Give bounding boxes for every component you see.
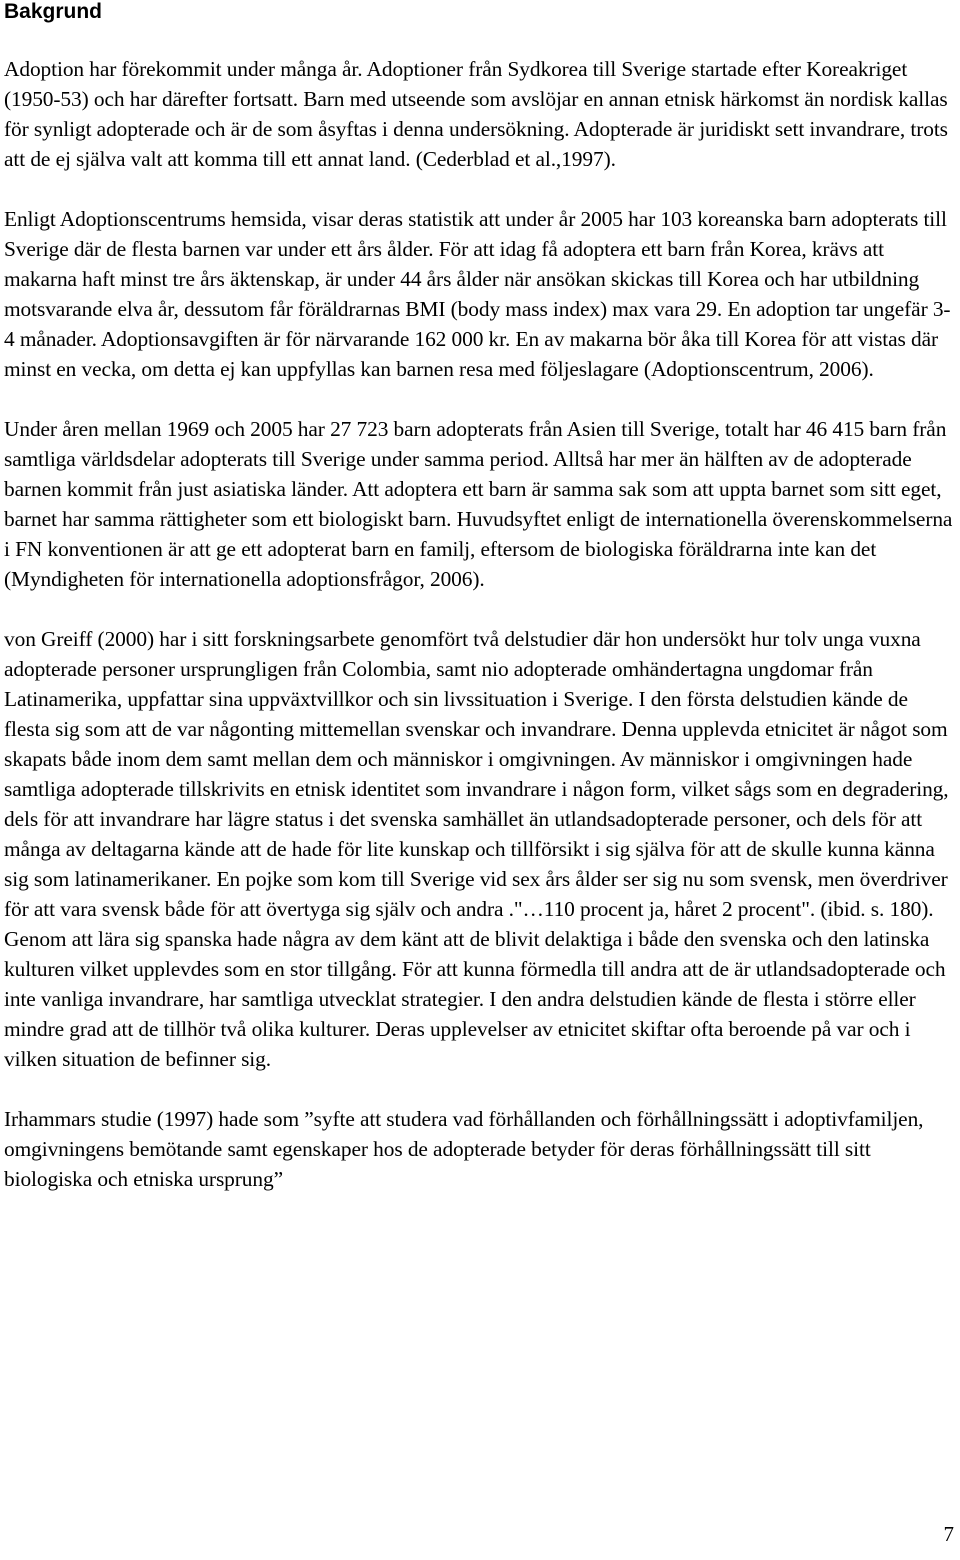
page-number: 7	[943, 1522, 954, 1546]
paragraph-adoption-history: Adoption har förekommit under många år. Adoptioner från Sydkorea till Sverige startade efter Koreakriget (1950-53) och har därefter fortsatt. Barn med utseende som avslöjar en annan etnisk härkomst än nordisk kallas för synligt adopterade och är de som åsyftas i denna undersökning. Adopterade är juridiskt sett invandrare, trots att de ej själva valt att komma till ett annat land. (Cederblad et al.,1997).	[4, 57, 948, 171]
paragraph-adoption-requirements: Enligt Adoptionscentrums hemsida, visar deras statistik att under år 2005 har 103 koreanska barn adopterats till Sverige där de flesta barnen var under ett års ålder. För att idag få adoptera ett barn från Korea, krävs att makarna haft minst tre års äktenskap, är under 44 års ålder när ansökan skickas till Korea och har utbildning motsvarande elva år, dessutom får föräldrarnas BMI (body mass index) max vara 29. En adoption tar ungefär 3-4 månader. Adoptionsavgiften är för närvarande 162 000 kr. En av makarna bör åka till Korea för att vistas där minst en vecka, om detta ej kan uppfyllas kan barnen resa med följeslagare (Adoptionscentrum, 2006).	[4, 207, 951, 381]
paragraph-irhammar-study: Irhammars studie (1997) hade som ”syfte att studera vad förhållanden och förhållningssätt i adoptivfamiljen, omgivningens bemötande samt egenskaper hos de adopterade betyder för deras förhållningssätt till sitt biologiska och etniska ursprung”	[4, 1107, 924, 1191]
paragraph-von-greiff-study: von Greiff (2000) har i sitt forskningsarbete genomfört två delstudier där hon undersökt hur tolv unga vuxna adopterade personer ursprungligen från Colombia, samt nio adopterade omhändertagna ungdomar från Latinamerika, uppfattar sina uppväxtvillkor och sin livssituation i Sverige. I den första delstudien kände de flesta sig som att de var någonting mittemellan svenskar och invandrare. Denna upplevda etnicitet är något som skapats både inom dem samt mellan dem och människor i omgivningen. Av människor i omgivningen hade samtliga adopterade tillskrivits en etnisk identitet som invandrare i någon form, vilket sågs som en degradering, dels för att invandrare har lägre status i det svenska samhället än utlandsadopterade personer, och dels för att många av deltagarna kände att de hade för lite kunskap och tillförsikt i sig själva för att de skulle kunna känna sig som latinamerikaner. En pojke som kom till Sverige vid sex års ålder ser sig nu som svensk, men överdriver för att vara svensk både för att övertyga sig själv och andra ."…110 procent ja, håret 2 procent". (ibid. s. 180). Genom att lära sig spanska hade några av dem känt att de blivit delaktiga i både den svenska och den latinska kulturen vilket upplevdes som en stor tillgång. För att kunna förmedla till andra att de är utlandsadopterade och inte vanliga invandrare, har samtliga utvecklat strategier. I den andra delstudien kände de flesta i större eller mindre grad att de tillhör två olika kulturer. Deras upplevelser av etnicitet skiftar ofta beroende på var och i vilken situation de befinner sig.	[4, 627, 949, 1071]
document-page	[4, 0, 956, 1194]
paragraph-adoption-statistics: Under åren mellan 1969 och 2005 har 27 723 barn adopterats från Asien till Sverige, totalt har 46 415 barn från samtliga världsdelar adopterats till Sverige under samma period. Alltså har mer än hälften av de adopterade barnen kommit från just asiatiska länder. Att adoptera ett barn är samma sak som att uppta barnet som sitt eget, barnet har samma rättigheter som ett biologiskt barn. Huvudsyftet enligt de internationella överenskommelserna i FN konventionen är att ge ett adopterat barn en familj, eftersom de biologiska föräldrarna inte kan det (Myndigheten för internationella adoptionsfrågor, 2006).	[4, 417, 953, 591]
section-heading: Bakgrund	[4, 0, 103, 23]
